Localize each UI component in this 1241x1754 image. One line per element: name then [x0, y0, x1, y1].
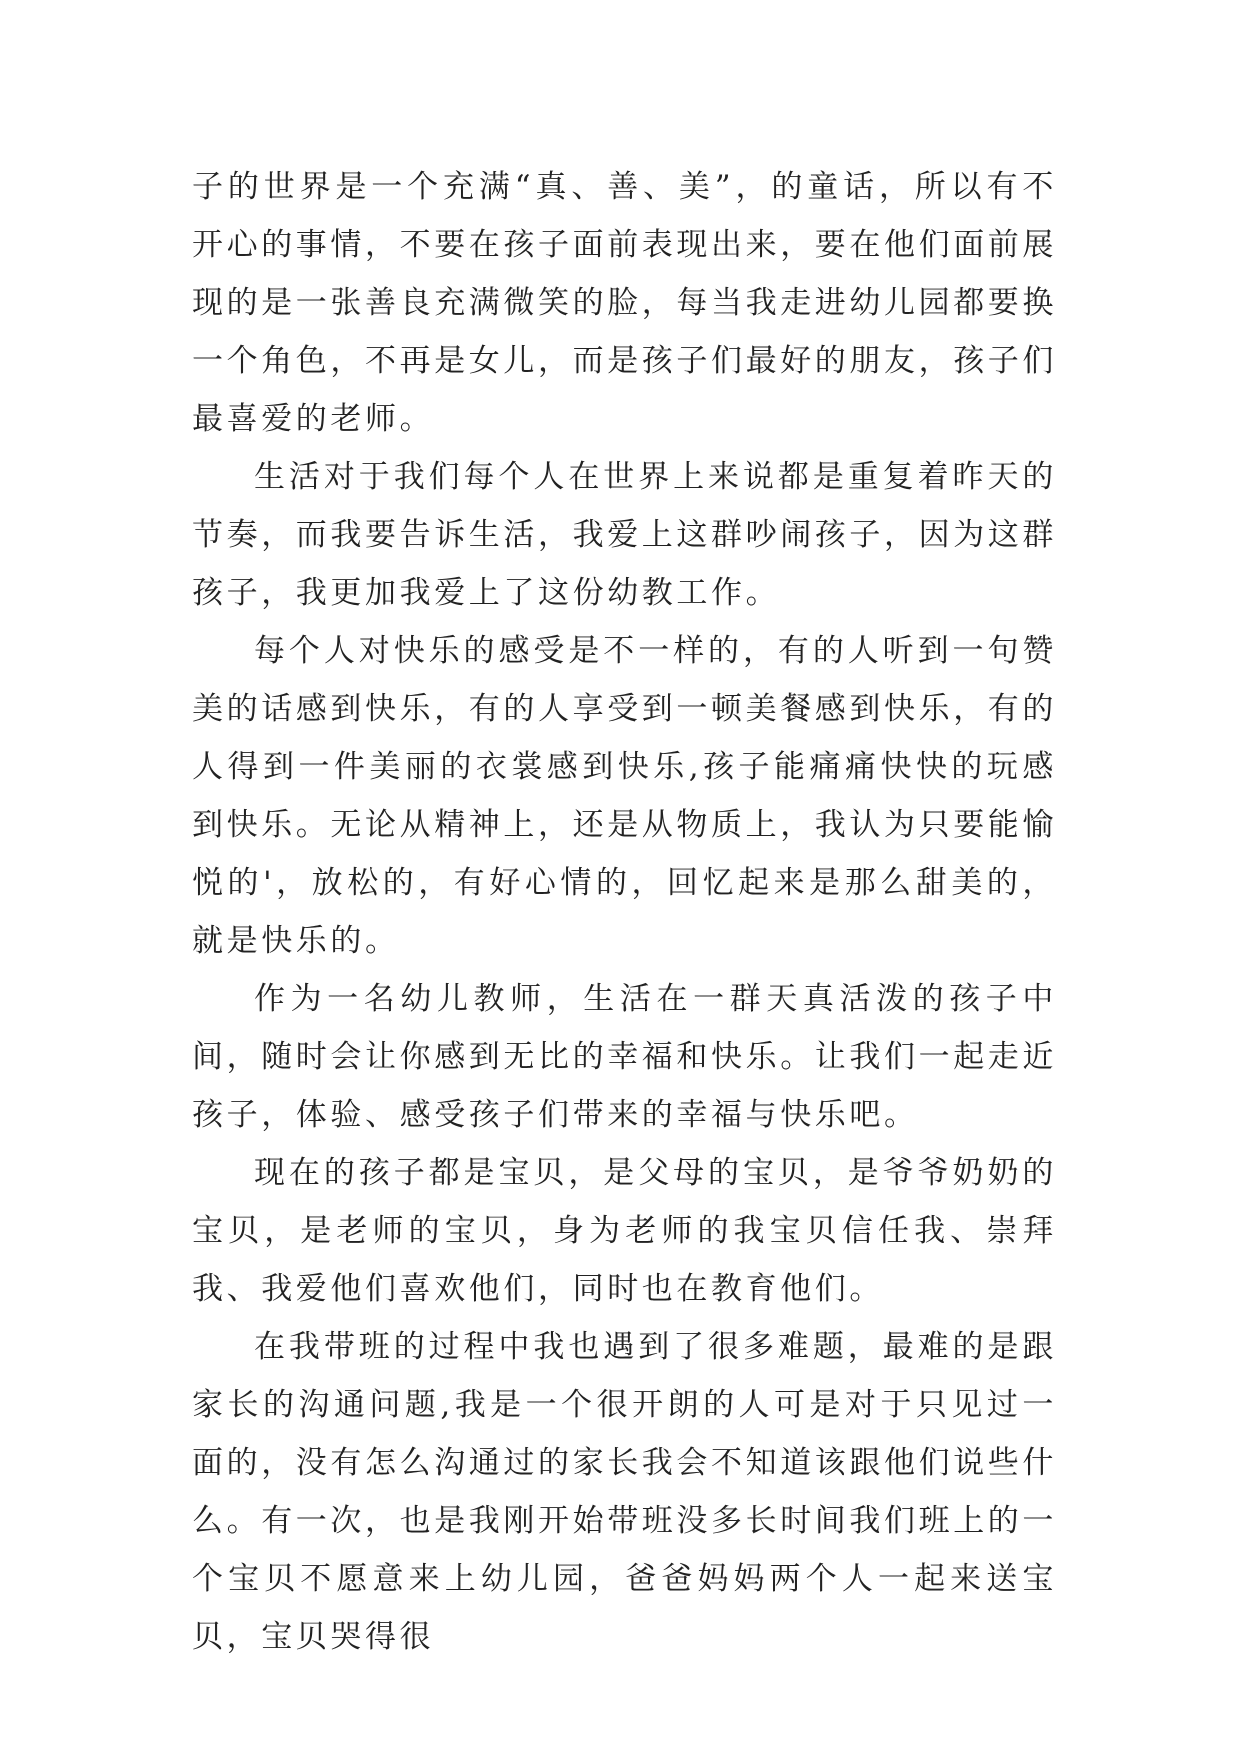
paragraph-3: 每个人对快乐的感受是不一样的，有的人听到一句赞美的话感到快乐，有的人享受到一顿美餐感到快乐，有的人得到一件美丽的衣裳感到快乐,孩子能痛痛快快的玩感到快乐。无论从精神上，还是从物质上，我认为只要能愉悦的'，放松的，有好心情的，回忆起来是那么甜美的，就是快乐的。 — [192, 633, 1057, 959]
paragraph-1: 子的世界是一个充满“真、善、美”，的童话，所以有不开心的事情，不要在孩子面前表现出来，要在他们面前展现的是一张善良充满微笑的脸，每当我走进幼儿园都要换一个角色，不再是女儿，而是孩子们最好的朋友，孩子们最喜爱的老师。 — [192, 169, 1057, 437]
paragraph-4: 作为一名幼儿教师，生活在一群天真活泼的孩子中间，随时会让你感到无比的幸福和快乐。让我们一起走近孩子，体验、感受孩子们带来的幸福与快乐吧。 — [192, 981, 1057, 1133]
document-body — [192, 158, 1057, 1666]
paragraph-6: 在我带班的过程中我也遇到了很多难题，最难的是跟家长的沟通问题,我是一个很开朗的人可是对于只见过一面的，没有怎么沟通过的家长我会不知道该跟他们说些什么。有一次，也是我刚开始带班没多长时间我们班上的一个宝贝不愿意来上幼儿园，爸爸妈妈两个人一起来送宝贝，宝贝哭得很 — [192, 1329, 1057, 1655]
paragraph-5: 现在的孩子都是宝贝，是父母的宝贝，是爷爷奶奶的宝贝，是老师的宝贝，身为老师的我宝贝信任我、崇拜我、我爱他们喜欢他们，同时也在教育他们。 — [192, 1155, 1057, 1307]
paragraph-2: 生活对于我们每个人在世界上来说都是重复着昨天的节奏，而我要告诉生活，我爱上这群吵闹孩子，因为这群孩子，我更加我爱上了这份幼教工作。 — [192, 459, 1057, 611]
